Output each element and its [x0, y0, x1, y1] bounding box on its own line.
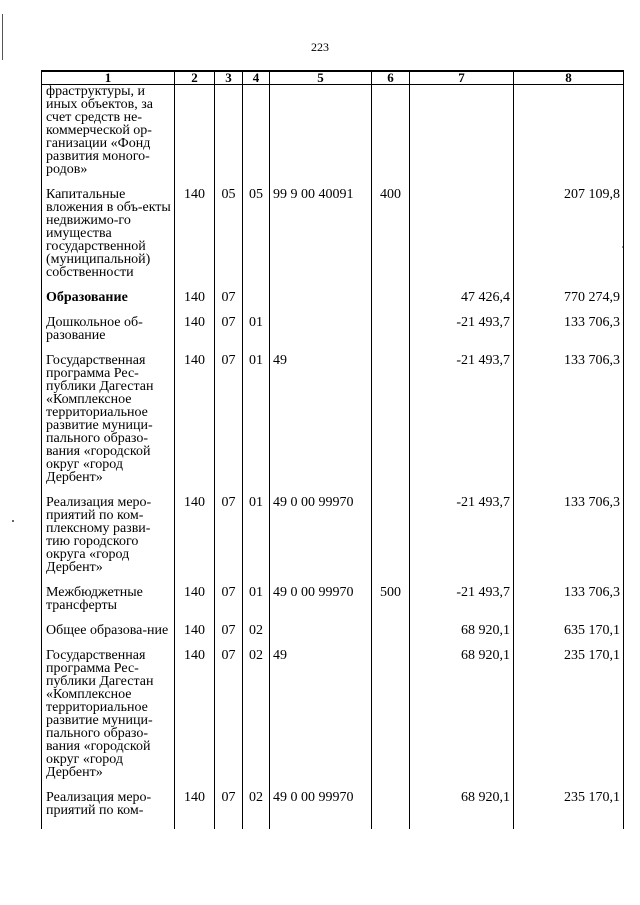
code-3: 07 — [215, 624, 243, 649]
row-label: Капитальные вложения в объ-екты недвижимо-го имущества государственной (муниципальной) собственности — [42, 188, 175, 291]
table-row — [42, 649, 624, 791]
budget-table — [41, 70, 624, 829]
table-row — [42, 791, 624, 829]
amount-change: 68 920,1 — [410, 624, 514, 649]
column-header: 3 — [215, 71, 243, 85]
code-6: 400 — [372, 188, 410, 291]
code-4: 05 — [243, 188, 270, 291]
code-4 — [243, 85, 270, 189]
code-5 — [270, 85, 372, 189]
code-4: 01 — [243, 496, 270, 586]
code-6: 500 — [372, 586, 410, 624]
amount-total: 235 170,1 — [514, 649, 624, 791]
amount-change: 68 920,1 — [410, 649, 514, 791]
code-6 — [372, 85, 410, 189]
amount-change: -21 493,7 — [410, 586, 514, 624]
page-number: 223 — [311, 40, 329, 54]
table-row — [42, 316, 624, 354]
code-6 — [372, 291, 410, 316]
scan-speck — [12, 520, 14, 522]
code-3: 07 — [215, 354, 243, 496]
code-3: 07 — [215, 586, 243, 624]
code-6 — [372, 354, 410, 496]
amount-total: 635 170,1 — [514, 624, 624, 649]
code-5: 49 — [270, 354, 372, 496]
column-header: 4 — [243, 71, 270, 85]
code-2: 140 — [175, 791, 215, 829]
code-5: 49 0 00 99970 — [270, 791, 372, 829]
column-header: 8 — [514, 71, 624, 85]
code-5 — [270, 316, 372, 354]
table-row — [42, 85, 624, 189]
code-2: 140 — [175, 291, 215, 316]
code-3: 07 — [215, 291, 243, 316]
row-label: Государственная программа Рес-публики Дагестан «Комплексное территориальное развитие муници-пального образо-вания «городской округ «город Дербент» — [42, 649, 175, 791]
table-row — [42, 291, 624, 316]
row-label: Реализация меро-приятий по ком- — [42, 791, 175, 829]
row-label: Дошкольное об-разование — [42, 316, 175, 354]
amount-change — [410, 85, 514, 189]
code-6 — [372, 649, 410, 791]
code-3: 07 — [215, 496, 243, 586]
column-header: 5 — [270, 71, 372, 85]
code-4: 01 — [243, 354, 270, 496]
code-2: 140 — [175, 496, 215, 586]
amount-change: -21 493,7 — [410, 354, 514, 496]
table-header-row — [42, 71, 624, 85]
amount-change: 47 426,4 — [410, 291, 514, 316]
code-5 — [270, 624, 372, 649]
amount-change: 68 920,1 — [410, 791, 514, 829]
row-label: Государственная программа Рес-публики Дагестан «Комплексное территориальное развитие муници-пального образо-вания «городской округ «город Дербент» — [42, 354, 175, 496]
column-header: 6 — [372, 71, 410, 85]
code-5: 49 0 00 99970 — [270, 496, 372, 586]
table-row — [42, 586, 624, 624]
code-2: 140 — [175, 624, 215, 649]
code-5: 49 — [270, 649, 372, 791]
row-label: Межбюджетные трансферты — [42, 586, 175, 624]
table-row — [42, 624, 624, 649]
column-header: 7 — [410, 71, 514, 85]
code-4: 02 — [243, 649, 270, 791]
amount-total: 207 109,8 — [514, 188, 624, 291]
row-label: Реализация меро-приятий по ком-плексному разви-тию городского округа «город Дербент» — [42, 496, 175, 586]
code-3: 07 — [215, 316, 243, 354]
amount-total: 235 170,1 — [514, 791, 624, 829]
code-3: 07 — [215, 791, 243, 829]
code-2: 140 — [175, 649, 215, 791]
code-2: 140 — [175, 188, 215, 291]
code-2: 140 — [175, 316, 215, 354]
code-6 — [372, 496, 410, 586]
table-body — [42, 85, 624, 830]
row-label: Общее образова-ние — [42, 624, 175, 649]
code-3: 07 — [215, 649, 243, 791]
code-6 — [372, 791, 410, 829]
code-2 — [175, 85, 215, 189]
amount-total: 133 706,3 — [514, 586, 624, 624]
code-4: 02 — [243, 791, 270, 829]
code-6 — [372, 624, 410, 649]
amount-total: 770 274,9 — [514, 291, 624, 316]
table-row — [42, 354, 624, 496]
code-2: 140 — [175, 586, 215, 624]
amount-total: 133 706,3 — [514, 316, 624, 354]
code-6 — [372, 316, 410, 354]
amount-change: -21 493,7 — [410, 316, 514, 354]
code-4: 02 — [243, 624, 270, 649]
amount-total — [514, 85, 624, 189]
code-2: 140 — [175, 354, 215, 496]
code-4 — [243, 291, 270, 316]
amount-total: 133 706,3 — [514, 354, 624, 496]
amount-change — [410, 188, 514, 291]
column-header: 1 — [42, 71, 175, 85]
code-4: 01 — [243, 586, 270, 624]
column-header: 2 — [175, 71, 215, 85]
amount-total: 133 706,3 — [514, 496, 624, 586]
code-5: 99 9 00 40091 — [270, 188, 372, 291]
row-label: Образование — [42, 291, 175, 316]
code-3: 05 — [215, 188, 243, 291]
code-5 — [270, 291, 372, 316]
table-row — [42, 496, 624, 586]
table-row — [42, 188, 624, 291]
amount-change: -21 493,7 — [410, 496, 514, 586]
row-label: фраструктуры, и иных объектов, за счет средств не-коммерческой ор-ганизации «Фонд развития моного-родов» — [42, 85, 175, 189]
code-3 — [215, 85, 243, 189]
code-5: 49 0 00 99970 — [270, 586, 372, 624]
code-4: 01 — [243, 316, 270, 354]
